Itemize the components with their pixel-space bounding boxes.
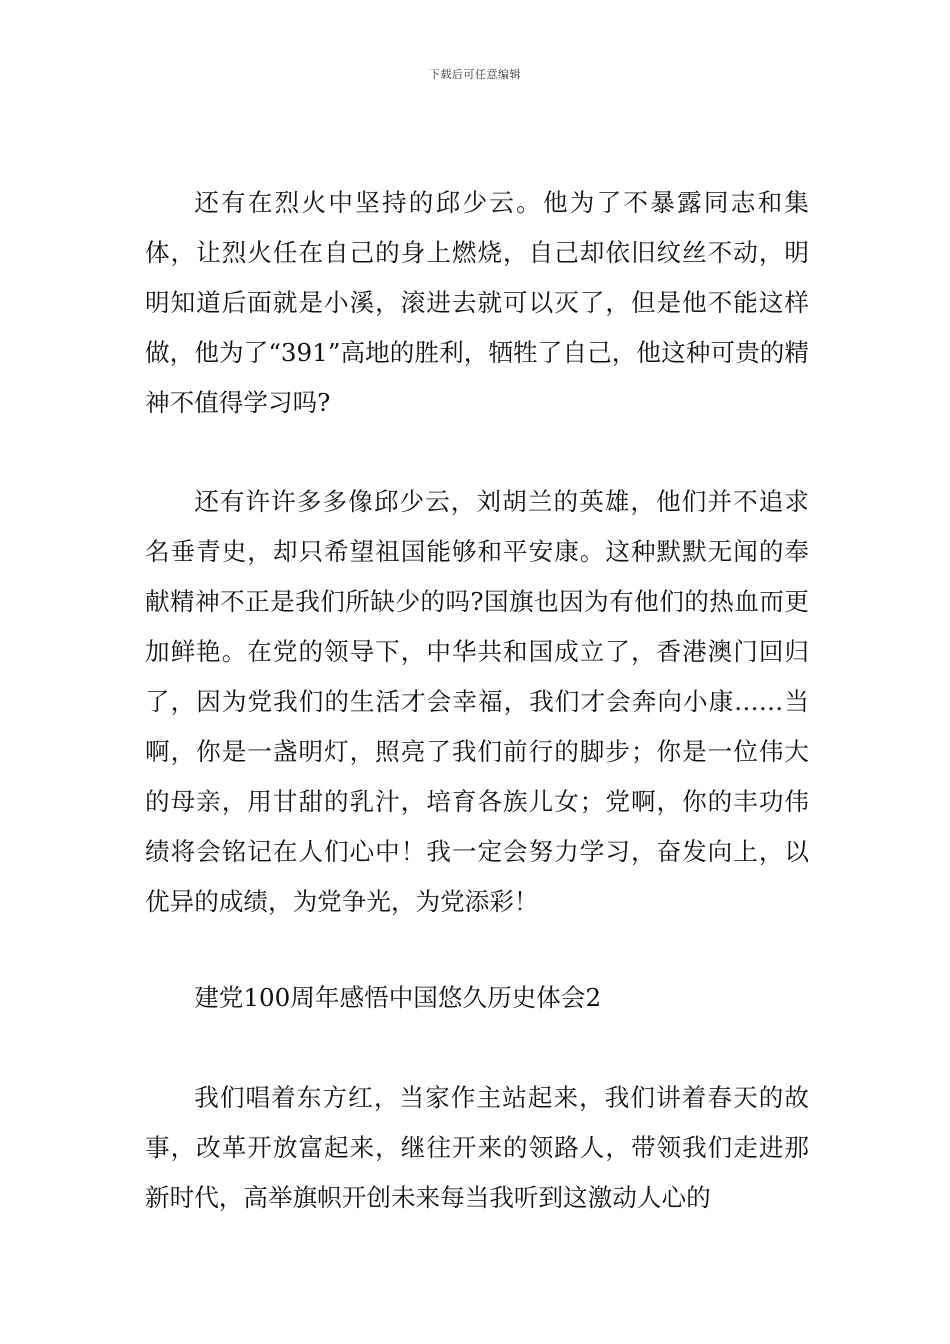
paragraph-heroes: 还有许许多多像邱少云，刘胡兰的英雄，他们并不追求名垂青史，却只希望祖国能够和平安康。这种默默无闻的奉献精神不正是我们所缺少的吗?国旗也因为有他们的热血而更加鲜艳。在党的领导下，中华共和国成立了，香港澳门回归了，因为党我们的生活才会幸福，我们才会奔向小康……当啊，你是一盏明灯，照亮了我们前行的脚步；你是一位伟大的母亲，用甘甜的乳汁，培育各族儿女；党啊，你的丰功伟绩将会铭记在人们心中！我一定会努力学习，奋发向上，以优异的成绩，为党争光，为党添彩！ <box>145 487 809 916</box>
section-heading: 建党100周年感悟中国悠久历史体会2 <box>194 983 602 1012</box>
paragraph-new-era: 我们唱着东方红，当家作主站起来，我们讲着春天的故事，改革开放富起来，继往开来的领路人，带领我们走进那新时代，高举旗帜开创未来每当我听到这激动人心的 <box>145 1083 809 1212</box>
paragraph-qiu-shaoyun: 还有在烈火中坚持的邱少云。他为了不暴露同志和集体，让烈火任在自己的身上燃烧，自己却依旧纹丝不动，明明知道后面就是小溪，滚进去就可以灭了，但是他不能这样做，他为了“391”高地的胜利，牺牲了自己，他这种可贵的精神不值得学习吗? <box>145 188 809 417</box>
page-header-note: 下载后可任意编辑 <box>429 68 521 81</box>
